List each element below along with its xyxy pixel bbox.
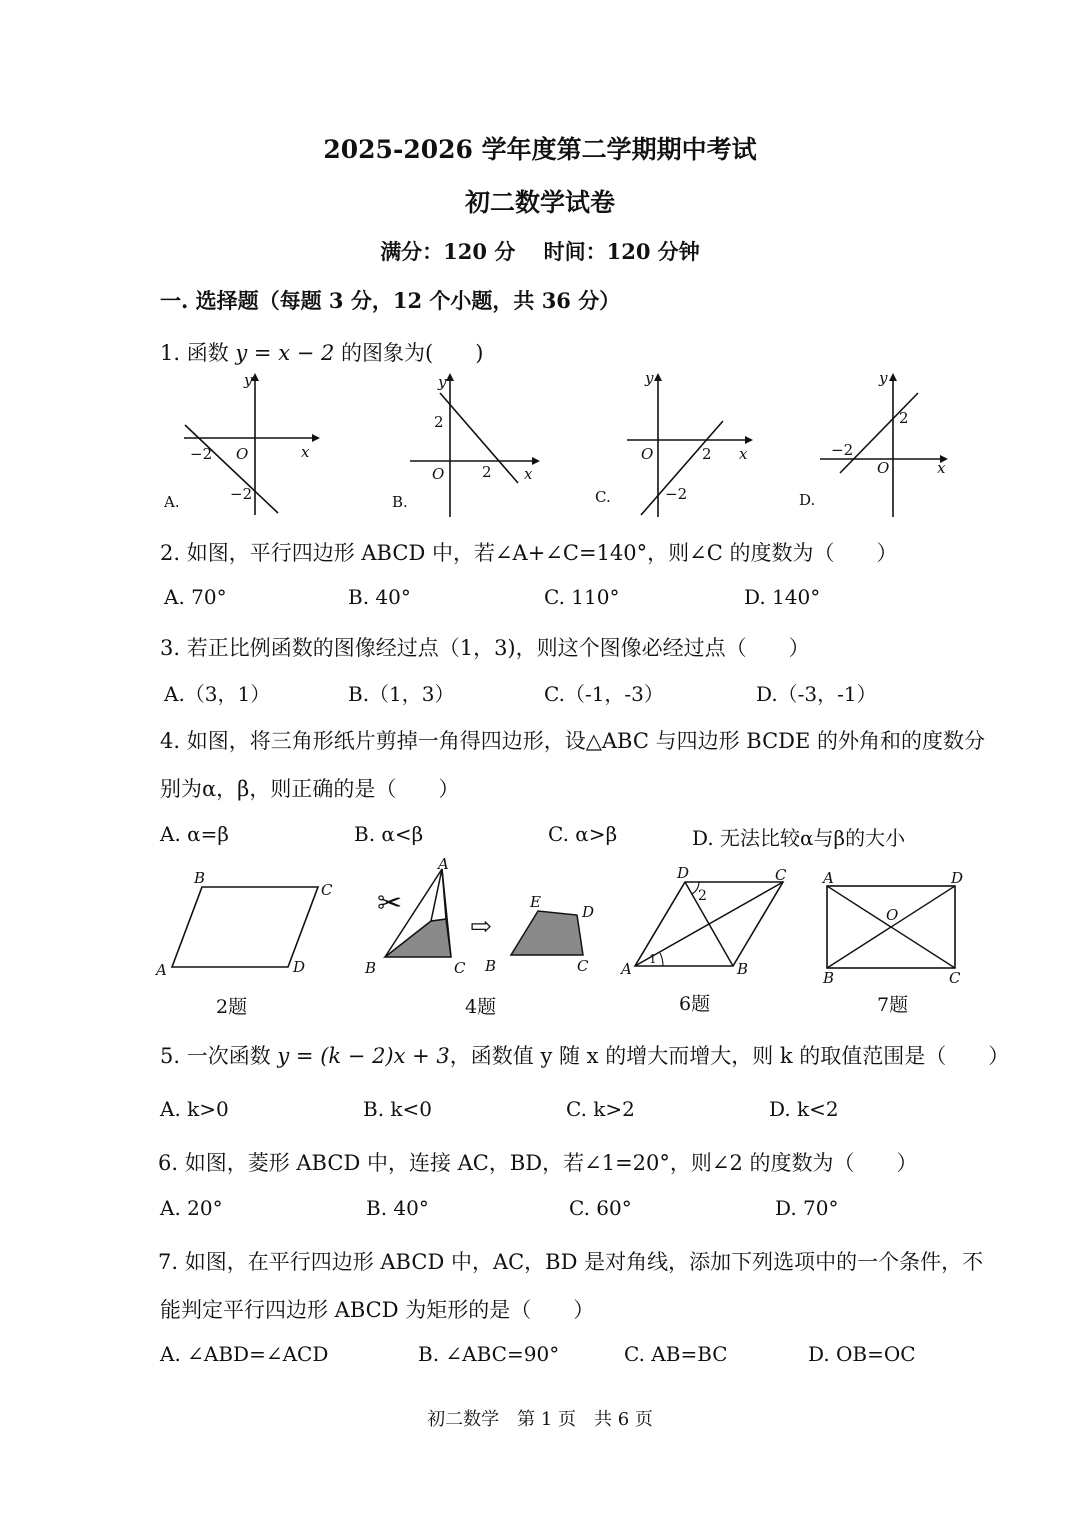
q7-option-d: D. OB=OC <box>808 1342 916 1366</box>
figure-q2 <box>150 865 350 1020</box>
graph-a-origin: O <box>236 445 249 463</box>
graph-c-origin: O <box>641 445 654 463</box>
graph-b-origin: O <box>432 465 445 483</box>
fig6-caption: 6题 <box>679 993 711 1015</box>
q6-option-a: A. 20° <box>160 1196 223 1220</box>
q2-option-d: D. 140° <box>744 585 821 609</box>
q7-option-c: C. AB=BC <box>624 1342 728 1366</box>
fig7-label-o: O <box>886 906 899 924</box>
q1-formula: y = x − 2 <box>235 341 335 365</box>
q6-option-b: B. 40° <box>366 1196 429 1220</box>
graph-b-x-intercept: 2 <box>482 463 492 481</box>
q1-graph-d <box>795 365 955 520</box>
q4-stem-line2: 别为α，β，则正确的是（ ） <box>160 777 460 801</box>
arrow-right-icon: ⇨ <box>470 912 492 942</box>
graph-b-y-label: y <box>438 373 447 391</box>
figure-q6 <box>615 862 800 1022</box>
graph-d-option: D. <box>799 491 816 509</box>
exam-title: 2025-2026 学年度第二学期期中考试 <box>323 135 757 164</box>
graph-c-x-label: x <box>739 445 748 463</box>
fig6-label-b: B <box>737 960 749 978</box>
q7-stem-line1: 7. 如图，在平行四边形 ABCD 中，AC，BD 是对角线，添加下列选项中的一个条件，不 <box>158 1250 984 1274</box>
fig4-label-b: B <box>365 959 377 977</box>
q4-stem-line1: 4. 如图，将三角形纸片剪掉一角得四边形，设△ABC 与四边形 BCDE 的外角和的度数分 <box>160 729 985 753</box>
graph-a-y-label: y <box>244 371 253 389</box>
page-footer: 初二数学 第 1 页 共 6 页 <box>427 1409 653 1430</box>
fig7-label-b: B <box>823 969 835 987</box>
q3-stem: 3. 若正比例函数的图像经过点（1，3)，则这个图像必经过点（ ） <box>160 636 810 660</box>
fig4-caption: 4题 <box>465 996 497 1018</box>
q1-graph-c <box>595 365 765 520</box>
graph-d-y-intercept: 2 <box>899 409 909 427</box>
q4-option-c: C. α>β <box>548 822 618 846</box>
q6-option-c: C. 60° <box>569 1196 632 1220</box>
q5-option-d: D. k<2 <box>769 1097 839 1121</box>
q4-option-b: B. α<β <box>354 822 424 846</box>
graph-c-option: C. <box>595 488 611 506</box>
fig7-label-d: D <box>951 869 964 887</box>
fig6-label-a: A <box>621 960 632 978</box>
q3-option-d: D.（-3，-1） <box>756 682 877 706</box>
section-heading: 一. 选择题（每题 3 分，12 个小题，共 36 分） <box>160 288 621 313</box>
graph-d-y-label: y <box>879 369 888 387</box>
q1-prefix: 1. 函数 <box>160 341 236 365</box>
fig2-label-d: D <box>293 958 306 976</box>
fig6-angle-2: 2 <box>698 888 707 904</box>
graph-a-option: A. <box>164 493 180 511</box>
scissors-icon: ✂ <box>377 886 403 921</box>
fig2-label-a: A <box>156 961 167 979</box>
q6-stem: 6. 如图，菱形 ABCD 中，连接 AC，BD，若∠1=20°，则∠2 的度数为（ ） <box>158 1151 918 1175</box>
graph-b-y-intercept: 2 <box>434 413 444 431</box>
fig7-label-c: C <box>949 969 961 987</box>
graph-c-y-intercept: −2 <box>665 485 688 503</box>
q3-option-c: C.（-1，-3） <box>544 682 664 706</box>
q7-option-b: B. ∠ABC=90° <box>418 1342 560 1366</box>
fig4-label-b2: B <box>485 957 497 975</box>
graph-d-x-intercept: −2 <box>831 441 854 459</box>
exam-subtitle: 初二数学试卷 <box>464 188 615 217</box>
graph-d-origin: O <box>877 459 890 477</box>
fig2-label-c: C <box>321 881 333 899</box>
figure-q4 <box>355 855 605 1020</box>
fig7-caption: 7题 <box>877 994 909 1016</box>
q7-option-a: A. ∠ABD=∠ACD <box>160 1342 329 1366</box>
q2-option-c: C. 110° <box>544 585 620 609</box>
fig4-label-c2: C <box>577 957 589 975</box>
graph-c-y-label: y <box>645 369 654 387</box>
fig2-label-b: B <box>194 869 206 887</box>
graph-c-x-intercept: 2 <box>702 445 712 463</box>
fig6-label-c: C <box>775 866 787 884</box>
q3-option-a: A.（3，1） <box>164 682 271 706</box>
q1-suffix: 的图象为( ) <box>334 341 484 365</box>
q5-stem <box>160 1040 1009 1070</box>
q4-option-a: A. α=β <box>160 822 229 846</box>
graph-d-x-label: x <box>937 459 946 477</box>
figure-q7 <box>815 868 975 1020</box>
q5-option-a: A. k>0 <box>160 1097 229 1121</box>
q2-stem: 2. 如图，平行四边形 ABCD 中，若∠A+∠C=140°，则∠C 的度数为（ ） <box>160 541 898 565</box>
q4-option-d: D. 无法比较α与β的大小 <box>692 826 906 850</box>
graph-a-y-intercept: −2 <box>230 485 253 503</box>
score-time: 满分：120 分 时间：120 分钟 <box>380 239 700 264</box>
q2-option-b: B. 40° <box>348 585 411 609</box>
q5-option-c: C. k>2 <box>566 1097 635 1121</box>
graph-a-x-label: x <box>301 443 310 461</box>
fig4-label-a: A <box>438 855 449 873</box>
graph-b-option: B. <box>392 493 408 511</box>
fig4-label-e: E <box>530 893 541 911</box>
fig4-label-c: C <box>454 959 466 977</box>
fig4-label-d: D <box>582 903 595 921</box>
q2-option-a: A. 70° <box>164 585 227 609</box>
graph-a-x-intercept: −2 <box>190 445 213 463</box>
q5-prefix: 5. 一次函数 <box>160 1044 278 1068</box>
q3-option-b: B.（1，3） <box>348 682 455 706</box>
q1-stem <box>160 337 483 367</box>
fig6-angle-1: 1 <box>649 952 657 966</box>
q1-graph-a <box>160 365 330 520</box>
q1-graph-b <box>390 365 550 520</box>
graph-b-x-label: x <box>524 465 533 483</box>
fig7-label-a: A <box>823 869 834 887</box>
fig2-caption: 2题 <box>216 996 248 1018</box>
q7-stem-line2: 能判定平行四边形 ABCD 为矩形的是（ ） <box>160 1298 595 1322</box>
q5-option-b: B. k<0 <box>363 1097 433 1121</box>
q6-option-d: D. 70° <box>775 1196 839 1220</box>
fig6-label-d: D <box>677 864 690 882</box>
q5-suffix: ，函数值 y 随 x 的增大而增大，则 k 的取值范围是（ ） <box>449 1044 1010 1068</box>
q5-formula: y = (k − 2)x + 3 <box>277 1044 450 1068</box>
